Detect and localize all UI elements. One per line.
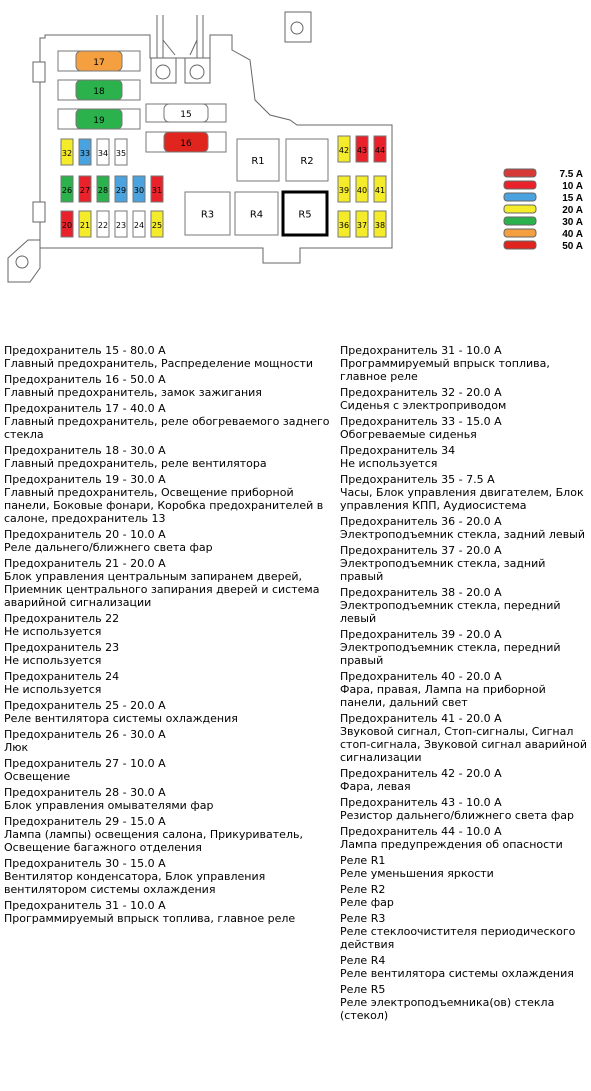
- legend-label: 15 A: [562, 193, 583, 204]
- fuse-entry: [4, 815, 334, 854]
- fuse-label: 25: [151, 221, 163, 230]
- fuse-entry-title: Предохранитель 32 - 20.0 A: [340, 386, 502, 399]
- fuse-entry: [340, 670, 590, 709]
- relay-R3: [185, 192, 230, 235]
- fuse-label: 21: [79, 221, 91, 230]
- fuse-label: 37: [356, 221, 368, 230]
- fuse-entry: [340, 912, 590, 951]
- fuse-swatch: [504, 229, 536, 237]
- fuse-entry-description: Блок управления центральным запиранем дверей, Приемник центрального запирания дверей и система аварийной сигнализации: [4, 570, 320, 609]
- fuse-41: [374, 176, 386, 202]
- legend-label: 10 A: [562, 181, 583, 192]
- relay-label: R1: [251, 156, 265, 167]
- fuse-swatch: [504, 193, 536, 201]
- fuse-entry-title: Предохранитель 26 - 30.0 A: [4, 728, 166, 741]
- fuse-entry: [340, 515, 590, 541]
- legend-label: 20 A: [562, 205, 583, 216]
- fuse-entry-description: Программируемый впрыск топлива, главное реле: [4, 912, 296, 925]
- fuse-18: [58, 80, 140, 100]
- fuse-42: [338, 136, 350, 162]
- fuse-label: 22: [97, 221, 109, 230]
- fuse-19: [58, 109, 140, 129]
- fuse-entry-description: Реле вентилятора системы охлаждения: [4, 712, 238, 725]
- fuse-44: [374, 136, 386, 162]
- fuse-label: 24: [133, 221, 145, 230]
- fuse-label: 39: [338, 186, 350, 195]
- fuse-entry-title: Реле R1: [340, 854, 386, 867]
- fuse-20: [61, 211, 73, 237]
- relay-label: R3: [200, 209, 215, 221]
- fuse-entry-description: Лампа предупреждения об опасности: [340, 838, 563, 851]
- fuse-label: 17: [93, 58, 105, 68]
- fuse-entry: [340, 954, 590, 980]
- fuse-label: 23: [115, 221, 127, 230]
- relay-R5: [283, 192, 327, 235]
- fuse-entry-title: Реле R3: [340, 912, 386, 925]
- fuse-entry-title: Предохранитель 28 - 30.0 A: [4, 786, 166, 799]
- fuse-entry-description: Главный предохранитель, замок зажигания: [4, 386, 262, 399]
- fuse-entry: [4, 670, 334, 696]
- legend-item: [504, 241, 583, 252]
- fuse-entry: [340, 586, 590, 625]
- fuse-label: 32: [61, 149, 73, 158]
- fuse-entry-description: Лампа (лампы) освещения салона, Прикуриватель, Освещение багажного отделения: [4, 828, 303, 854]
- fuse-entry-title: Предохранитель 23: [4, 641, 120, 654]
- fuse-swatch: [504, 217, 536, 225]
- fuse-label: 30: [133, 186, 145, 195]
- fuse-28: [97, 176, 109, 202]
- fuse-entry-title: Предохранитель 42 - 20.0 A: [340, 767, 502, 780]
- fuse-label: 42: [338, 146, 350, 155]
- fuse-38: [374, 211, 386, 237]
- fuse-entry: [4, 641, 334, 667]
- fuse-entry-description: Реле вентилятора системы охлаждения: [340, 967, 574, 980]
- fuse-entry-description: Главный предохранитель, реле вентилятора: [4, 457, 267, 470]
- fuse-entry: [340, 386, 590, 412]
- relay-label: R5: [298, 209, 312, 221]
- fuse-entry-title: Предохранитель 39 - 20.0 A: [340, 628, 502, 641]
- fuse-37: [356, 211, 368, 237]
- fuse-entry-title: Предохранитель 40 - 20.0 A: [340, 670, 502, 683]
- fuse-entry-title: Реле R5: [340, 983, 386, 996]
- fuse-entry: [340, 544, 590, 583]
- fuse-39: [338, 176, 350, 202]
- fuse-label: 15: [180, 110, 192, 120]
- fuse-label: 44: [374, 146, 386, 155]
- mounting-hole: [16, 256, 28, 268]
- fuse-entry: [4, 444, 334, 470]
- fuse-entry-description: Электроподъемник стекла, задний левый: [340, 528, 586, 541]
- legend-label: 30 A: [562, 217, 583, 228]
- fuse-entry-title: Предохранитель 27 - 10.0 A: [4, 757, 166, 770]
- fuse-36: [338, 211, 350, 237]
- fuse-entry: [340, 767, 590, 793]
- fuse-entry: [4, 612, 334, 638]
- fuse-entry: [340, 796, 590, 822]
- fuse-entry-description: Главный предохранитель, Распределение мощности: [4, 357, 314, 370]
- fuse-entry: [340, 628, 590, 667]
- fuse-label: 27: [79, 186, 91, 195]
- fuse-26: [61, 176, 73, 202]
- fuse-entry-title: Предохранитель 19 - 30.0 A: [4, 473, 166, 486]
- legend-item: [504, 169, 583, 180]
- housing-tab: [33, 202, 45, 222]
- housing-tab: [33, 62, 45, 82]
- fuse-entry-title: Предохранитель 22: [4, 612, 120, 625]
- relay-R1: [237, 139, 279, 181]
- fuse-entry: [4, 857, 334, 896]
- relay-R4: [235, 192, 278, 235]
- fuse-entry: [4, 899, 334, 925]
- fuse-43: [356, 136, 368, 162]
- fuse-entry-title: Предохранитель 25 - 20.0 A: [4, 699, 166, 712]
- fuse-35: [115, 139, 127, 165]
- fuse-entry-description: Реле уменьшения яркости: [340, 867, 494, 880]
- fuse-label: 43: [356, 146, 368, 155]
- fuse-entry-title: Предохранитель 15 - 80.0 A: [4, 344, 166, 357]
- fuse-label: 34: [97, 149, 109, 158]
- fuse-29: [115, 176, 127, 202]
- fuse-entry: [4, 557, 334, 609]
- fuse-entry-title: Предохранитель 41 - 20.0 A: [340, 712, 502, 725]
- fuse-entry-description: Блок управления омывателями фар: [4, 799, 214, 812]
- fuse-entry: [4, 786, 334, 812]
- fuse-entry-title: Предохранитель 34: [340, 444, 456, 457]
- fuse-31: [151, 176, 163, 202]
- fuse-entry: [340, 473, 590, 512]
- fuse-entry: [4, 699, 334, 725]
- fuse-entry-title: Реле R2: [340, 883, 386, 896]
- fuse-30: [133, 176, 145, 202]
- fuse-entry: [4, 528, 334, 554]
- fuse-23: [115, 211, 127, 237]
- fuse-label: 20: [61, 221, 73, 230]
- relay-label: R2: [300, 156, 314, 167]
- fuse-entry-description: Фара, левая: [340, 780, 411, 793]
- fuse-label: 41: [374, 186, 386, 195]
- legend-item: [504, 181, 583, 192]
- fuse-label: 26: [61, 186, 73, 195]
- fuse-entry-description: Не используется: [4, 625, 102, 638]
- fuse-33: [79, 139, 91, 165]
- fuse-entry: [4, 728, 334, 754]
- fuse-21: [79, 211, 91, 237]
- fuse-label: 38: [374, 221, 386, 230]
- fuse-box-diagram: [0, 0, 591, 300]
- fuse-entry-title: Предохранитель 18 - 30.0 A: [4, 444, 166, 457]
- fuse-label: 36: [338, 221, 350, 230]
- fuse-entry-title: Предохранитель 21 - 20.0 A: [4, 557, 166, 570]
- fuse-swatch: [504, 181, 536, 189]
- legend-label: 7.5 A: [559, 169, 583, 180]
- fuse-entry-description: Главный предохранитель, реле обогреваемого заднего стекла: [4, 415, 330, 441]
- fuse-label: 40: [356, 186, 368, 195]
- fuse-entry-title: Предохранитель 36 - 20.0 A: [340, 515, 502, 528]
- fuse-entry-description: Не используется: [4, 683, 102, 696]
- fuse-entry-description: Программируемый впрыск топлива, главное реле: [340, 357, 550, 383]
- fuse-entry: [4, 473, 334, 525]
- fuse-40: [356, 176, 368, 202]
- fuse-entry-title: Предохранитель 16 - 50.0 A: [4, 373, 166, 386]
- fuse-22: [97, 211, 109, 237]
- fuse-entry-description: Звуковой сигнал, Стоп-сигналы, Сигнал стоп-сигнала, Звуковой сигнал аварийной сигнализации: [340, 725, 588, 764]
- fuse-label: 31: [151, 186, 163, 195]
- fuse-swatch: [504, 241, 536, 249]
- fuse-entry-title: Предохранитель 33 - 15.0 A: [340, 415, 502, 428]
- relay-label: R4: [249, 209, 264, 221]
- fuse-label: 16: [180, 139, 192, 149]
- fuse-label: 33: [79, 149, 91, 158]
- fuse-entry-description: Не используется: [340, 457, 438, 470]
- fuse-label: 28: [97, 186, 109, 195]
- legend-item: [504, 205, 583, 216]
- fuse-entry: [340, 883, 590, 909]
- fuse-entry-title: Предохранитель 24: [4, 670, 120, 683]
- fuse-entry-description: Электроподъемник стекла, передний левый: [340, 599, 561, 625]
- fuse-15: [146, 104, 226, 122]
- fuse-entry-description: Часы, Блок управления двигателем, Блок управления КПП, Аудиосистема: [340, 486, 584, 512]
- fuse-entry-title: Предохранитель 35 - 7.5 A: [340, 473, 495, 486]
- right-fuse-list: [340, 344, 590, 1025]
- fuse-entry-title: Предохранитель 31 - 10.0 A: [340, 344, 502, 357]
- fuse-label: 35: [115, 149, 127, 158]
- fuse-entry-description: Вентилятор конденсатора, Блок управления вентилятором системы охлаждения: [4, 870, 266, 896]
- fuse-34: [97, 139, 109, 165]
- legend-item: [504, 217, 583, 228]
- legend-item: [504, 193, 583, 204]
- fuse-swatch: [504, 169, 536, 177]
- fuse-entry: [340, 825, 590, 851]
- fuse-entry-description: Освещение: [4, 770, 71, 783]
- fuse-entry-title: Предохранитель 31 - 10.0 A: [4, 899, 166, 912]
- fuse-label: 18: [93, 87, 105, 97]
- fuse-entry-description: Резистор дальнего/ближнего света фар: [340, 809, 575, 822]
- fuse-entry-title: Реле R4: [340, 954, 386, 967]
- fuse-entry-description: Электроподъемник стекла, задний правый: [340, 557, 546, 583]
- fuse-label: 19: [93, 116, 105, 126]
- fuse-entry-description: Не используется: [4, 654, 102, 667]
- fuse-32: [61, 139, 73, 165]
- fuse-entry-title: Предохранитель 30 - 15.0 A: [4, 857, 166, 870]
- fuse-entry-title: Предохранитель 44 - 10.0 A: [340, 825, 502, 838]
- fuse-entry-title: Предохранитель 20 - 10.0 A: [4, 528, 166, 541]
- fuse-entry: [340, 344, 590, 383]
- fuse-24: [133, 211, 145, 237]
- relay-R2: [286, 139, 328, 181]
- legend-label: 50 A: [562, 241, 583, 252]
- fuse-entry: [340, 854, 590, 880]
- left-fuse-list: [4, 344, 334, 928]
- fuse-entry-description: Сиденья с электроприводом: [340, 399, 507, 412]
- fuse-entry-description: Обогреваемые сиденья: [340, 428, 477, 441]
- fuse-entry: [340, 415, 590, 441]
- fuse-entry-title: Предохранитель 37 - 20.0 A: [340, 544, 502, 557]
- fuse-entry: [4, 402, 334, 441]
- legend-label: 40 A: [562, 229, 583, 240]
- fuse-entry-title: Предохранитель 38 - 20.0 A: [340, 586, 502, 599]
- fuse-entry-description: Реле электроподъемника(ов) стекла (стекол): [340, 996, 555, 1022]
- fuse-entry-title: Предохранитель 17 - 40.0 A: [4, 402, 166, 415]
- fuse-entry-description: Реле фар: [340, 896, 394, 909]
- fuse-entry-title: Предохранитель 43 - 10.0 A: [340, 796, 502, 809]
- fuse-entry-description: Люк: [4, 741, 29, 754]
- fuse-17: [58, 51, 140, 71]
- fuse-entry: [340, 983, 590, 1022]
- fuse-entry-description: Электроподъемник стекла, передний правый: [340, 641, 561, 667]
- fuse-swatch: [504, 205, 536, 213]
- fuse-label: 29: [115, 186, 127, 195]
- fuse-25: [151, 211, 163, 237]
- fuse-16: [146, 132, 226, 152]
- fuse-entry-description: Фара, правая, Лампа на приборной панели, дальний свет: [340, 683, 546, 709]
- fuse-entry: [4, 757, 334, 783]
- fuse-entry: [4, 344, 334, 370]
- fuse-entry-description: Реле стеклоочистителя периодического действия: [340, 925, 576, 951]
- fuse-27: [79, 176, 91, 202]
- fuse-entry-title: Предохранитель 29 - 15.0 A: [4, 815, 166, 828]
- fuse-entry: [340, 712, 590, 764]
- legend-item: [504, 229, 583, 240]
- fuse-entry-description: Реле дальнего/ближнего света фар: [4, 541, 213, 554]
- fuse-entry: [4, 373, 334, 399]
- fuse-entry: [340, 444, 590, 470]
- fuse-entry-description: Главный предохранитель, Освещение приборной панели, Боковые фонари, Коробка предохранителей в салоне, предохранитель 13: [4, 486, 324, 525]
